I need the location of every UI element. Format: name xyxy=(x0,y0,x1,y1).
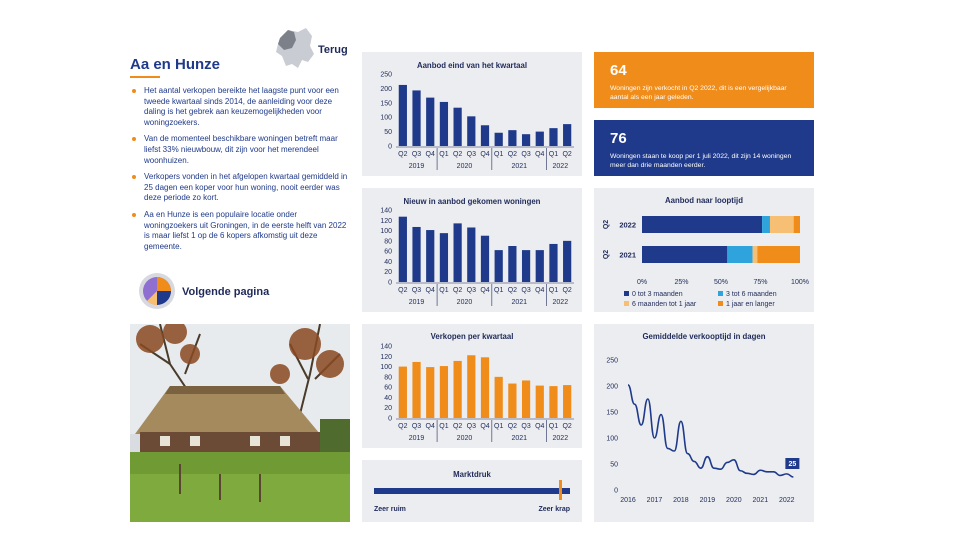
x-tick-label: Q3 xyxy=(521,423,531,430)
x-tick-label: Q2 xyxy=(452,423,463,430)
stacked-segment xyxy=(642,246,727,263)
x-tick-label: Q2 xyxy=(398,423,408,430)
x-tick-label: Q4 xyxy=(480,151,490,158)
bar xyxy=(467,116,475,146)
x-tick-label: Q4 xyxy=(535,423,545,430)
legend-swatch xyxy=(624,301,629,306)
y-tick-label: 120 xyxy=(380,217,392,225)
year-label: 2019 xyxy=(408,163,425,170)
y-tick-label: 80 xyxy=(384,374,392,382)
panel-verkopen xyxy=(362,324,582,448)
stacked-segment xyxy=(642,216,762,233)
x-tick-label: 100% xyxy=(791,279,809,286)
year-label: 2021 xyxy=(511,435,528,442)
chart-verkopen xyxy=(362,324,582,448)
x-tick-label: 2016 xyxy=(620,497,636,504)
y-tick-label: 60 xyxy=(384,248,392,256)
x-tick-label: Q1 xyxy=(548,423,559,430)
market-left-label: Zeer ruim xyxy=(374,506,406,513)
next-page-icon[interactable] xyxy=(138,272,176,310)
y-tick-label: 80 xyxy=(384,238,392,246)
year-label: 2020 xyxy=(456,163,473,170)
x-tick-label: Q4 xyxy=(480,287,490,294)
x-tick-label: 25% xyxy=(674,279,689,286)
bar xyxy=(426,230,434,282)
y-tick-label: 150 xyxy=(380,100,392,108)
y-tick-label: 50 xyxy=(384,129,392,137)
x-tick-label: Q1 xyxy=(439,423,449,430)
panel-verkooptijd xyxy=(594,324,814,522)
legend-swatch xyxy=(718,301,723,306)
x-tick-label: Q4 xyxy=(535,287,545,294)
y-tick-label: 140 xyxy=(380,343,392,351)
bar xyxy=(536,132,544,146)
y-tick-label: 120 xyxy=(380,353,392,361)
x-tick-label: Q2 xyxy=(398,151,408,158)
chart-looptijd xyxy=(594,188,814,312)
x-tick-label: 2021 xyxy=(752,497,769,504)
x-tick-label: Q1 xyxy=(494,287,504,294)
x-tick-label: 2017 xyxy=(646,497,663,504)
legend-label: 3 tot 6 maanden xyxy=(726,291,777,298)
x-tick-label: 2019 xyxy=(699,497,716,504)
panel-marktdruk xyxy=(362,460,582,522)
x-tick-label: Q3 xyxy=(411,151,422,158)
bar xyxy=(399,217,407,282)
y-tick-label: 0 xyxy=(614,487,618,495)
bar xyxy=(426,367,434,418)
bar xyxy=(481,357,489,418)
y-tick-label: 40 xyxy=(384,394,392,402)
y-tick-label: 40 xyxy=(384,258,392,266)
x-tick-label: 2022 xyxy=(778,497,795,504)
x-tick-label: Q1 xyxy=(548,151,559,158)
x-tick-label: Q2 xyxy=(398,287,408,294)
market-pressure-marker xyxy=(559,480,562,500)
market-right-label: Zeer krap xyxy=(538,506,570,513)
bar xyxy=(412,227,420,282)
bar xyxy=(454,361,462,418)
y-tick-label: 50 xyxy=(610,461,618,469)
group-label: Q2 xyxy=(603,249,610,260)
year-label: 2021 xyxy=(511,163,528,170)
bar xyxy=(563,124,571,146)
y-tick-label: 250 xyxy=(380,71,392,79)
y-tick-label: 100 xyxy=(380,228,392,236)
x-tick-label: Q4 xyxy=(425,287,435,294)
x-tick-label: Q1 xyxy=(548,287,559,294)
back-link[interactable]: Terug xyxy=(318,44,348,56)
y-tick-label: 0 xyxy=(388,143,392,151)
bullet-2: Van de momenteel beschikbare woningen betreft maar liefst 33% nieuwbouw, dit zijn voor het merendeel woonhuizen. xyxy=(130,134,352,166)
year-label: 2022 xyxy=(552,299,569,306)
bar xyxy=(467,227,475,282)
year-label: 2022 xyxy=(552,163,569,170)
bar xyxy=(481,236,489,282)
last-value-label: 25 xyxy=(788,461,797,468)
stacked-segment xyxy=(757,246,800,263)
bar xyxy=(481,125,489,146)
x-tick-label: Q1 xyxy=(494,423,504,430)
bar xyxy=(495,250,503,282)
x-tick-label: Q3 xyxy=(521,151,531,158)
bar xyxy=(549,244,557,282)
bar xyxy=(454,223,462,282)
bar xyxy=(399,85,407,146)
bar xyxy=(522,250,530,282)
stacked-segment xyxy=(770,216,794,233)
legend-swatch xyxy=(624,291,629,296)
y-tick-label: 60 xyxy=(384,384,392,392)
stacked-segment xyxy=(762,216,770,233)
chart-aanbod xyxy=(362,52,582,176)
x-tick-label: 50% xyxy=(713,279,729,286)
bar xyxy=(508,246,516,282)
kpi-sold-value: 64 xyxy=(610,62,627,79)
bar xyxy=(522,134,530,146)
x-tick-label: Q3 xyxy=(411,287,422,294)
chart-title-looptijd: Aanbod naar looptijd xyxy=(665,196,743,205)
x-tick-label: 75% xyxy=(753,279,768,286)
legend-label: 1 jaar en langer xyxy=(726,301,775,308)
bar xyxy=(399,367,407,418)
bar xyxy=(549,386,557,418)
kpi-sold xyxy=(594,52,814,108)
x-tick-label: Q1 xyxy=(439,287,449,294)
bar xyxy=(467,355,475,418)
y-tick-label: 100 xyxy=(380,364,392,372)
y-tick-label: 100 xyxy=(380,114,392,122)
series-line xyxy=(628,385,793,477)
bar xyxy=(563,241,571,282)
municipality-map-icon xyxy=(272,26,318,72)
x-tick-label: Q3 xyxy=(466,287,476,294)
x-tick-label: Q4 xyxy=(480,423,490,430)
x-tick-label: Q2 xyxy=(562,151,572,158)
chart-title-verkooptijd: Gemiddelde verkooptijd in dagen xyxy=(642,332,766,341)
bar xyxy=(495,377,503,418)
farmhouse-photo xyxy=(130,324,350,522)
x-tick-label: Q2 xyxy=(562,287,572,294)
year-label: 2022 xyxy=(552,435,569,442)
bar xyxy=(536,386,544,418)
next-page-link[interactable]: Volgende pagina xyxy=(182,286,270,298)
group-label: Q2 xyxy=(603,219,610,230)
year-label: 2019 xyxy=(408,299,425,306)
chart-verkooptijd xyxy=(594,324,814,522)
bullet-1: Het aantal verkopen bereikte het laagste punt voor een tweede kwartaal sinds 2014, de aanleiding voor deze daling is het gebrek aan keuzemogelijkheden voor woningzoekers. xyxy=(130,86,352,128)
panel-aanbod xyxy=(362,52,582,176)
page-title: Aa en Hunze xyxy=(130,56,221,73)
x-tick-label: Q3 xyxy=(466,151,476,158)
x-tick-label: Q1 xyxy=(494,151,504,158)
bullet-3: Verkopers vonden in het afgelopen kwartaal gemiddeld in 25 dagen een koper voor hun woning, nooit eerder was deze periode zo kort. xyxy=(130,172,352,204)
kpi-sold-text: Woningen zijn verkocht in Q2 2022, dit is een vergelijkbaar aantal als een jaar geleden. xyxy=(610,85,787,101)
x-tick-label: Q2 xyxy=(507,151,518,158)
panel-looptijd xyxy=(594,188,814,312)
legend-label: 0 tot 3 maanden xyxy=(632,291,683,298)
chart-title-nieuw: Nieuw in aanbod gekomen woningen xyxy=(403,197,541,206)
legend-swatch xyxy=(718,291,723,296)
x-tick-label: 2020 xyxy=(726,497,742,504)
year-label: 2020 xyxy=(456,299,473,306)
stacked-segment xyxy=(794,216,800,233)
y-tick-label: 20 xyxy=(384,269,392,277)
x-tick-label: Q2 xyxy=(452,151,463,158)
bar xyxy=(495,133,503,146)
x-tick-label: Q1 xyxy=(439,151,449,158)
y-tick-label: 140 xyxy=(380,207,392,215)
bar xyxy=(454,108,462,146)
x-tick-label: Q2 xyxy=(562,423,572,430)
chart-nieuw xyxy=(362,188,582,312)
chart-title-aanbod: Aanbod eind van het kwartaal xyxy=(416,61,528,70)
kpi-for-sale-text: Woningen staan te koop per 1 juli 2022, dit zijn 14 woningen meer dan drie maanden eerder. xyxy=(610,153,792,169)
y-tick-label: 250 xyxy=(606,357,618,365)
bar xyxy=(440,366,448,418)
bar xyxy=(549,128,557,146)
x-tick-label: Q3 xyxy=(521,287,531,294)
market-pressure-bar xyxy=(374,488,570,494)
y-tick-label: 150 xyxy=(606,409,618,417)
bar xyxy=(522,380,530,418)
bar xyxy=(426,98,434,146)
bar xyxy=(508,384,516,418)
stacked-segment xyxy=(753,246,758,263)
bar xyxy=(412,362,420,418)
x-tick-label: Q4 xyxy=(425,423,435,430)
category-label: 2021 xyxy=(619,250,636,260)
x-tick-label: Q3 xyxy=(411,423,422,430)
y-tick-label: 20 xyxy=(384,405,392,413)
panel-nieuw xyxy=(362,188,582,312)
title-underline xyxy=(130,76,160,78)
stacked-segment xyxy=(727,246,752,263)
x-tick-label: Q2 xyxy=(507,423,518,430)
bar xyxy=(412,90,420,146)
x-tick-label: 0% xyxy=(636,279,648,286)
category-label: 2022 xyxy=(619,220,636,230)
y-tick-label: 0 xyxy=(388,279,392,287)
x-tick-label: Q4 xyxy=(425,151,435,158)
x-tick-label: 2018 xyxy=(673,497,689,504)
bullet-4: Aa en Hunze is een populaire locatie onder woningzoekers uit Groningen, in de eerste helft van 2022 is maar liefst 1 op de 6 kopers afkomstig uit deze gemeente. xyxy=(130,210,352,252)
x-tick-label: Q3 xyxy=(466,423,476,430)
market-title: Marktdruk xyxy=(453,470,491,479)
kpi-for-sale xyxy=(594,120,814,176)
y-tick-label: 100 xyxy=(606,435,618,443)
year-label: 2021 xyxy=(511,299,528,306)
chart-title-verkopen: Verkopen per kwartaal xyxy=(430,332,514,341)
summary-bullets xyxy=(130,86,352,258)
bar xyxy=(536,250,544,282)
year-label: 2020 xyxy=(456,435,473,442)
y-tick-label: 200 xyxy=(380,85,392,93)
x-tick-label: Q4 xyxy=(535,151,545,158)
bar xyxy=(440,233,448,282)
x-tick-label: Q2 xyxy=(507,287,518,294)
bar xyxy=(563,385,571,418)
legend-label: 6 maanden tot 1 jaar xyxy=(632,301,697,308)
bar xyxy=(440,102,448,146)
bar xyxy=(508,130,516,146)
y-tick-label: 0 xyxy=(388,415,392,423)
y-tick-label: 200 xyxy=(606,383,618,391)
year-label: 2019 xyxy=(408,435,425,442)
kpi-for-sale-value: 76 xyxy=(610,130,627,147)
x-tick-label: Q2 xyxy=(452,287,463,294)
